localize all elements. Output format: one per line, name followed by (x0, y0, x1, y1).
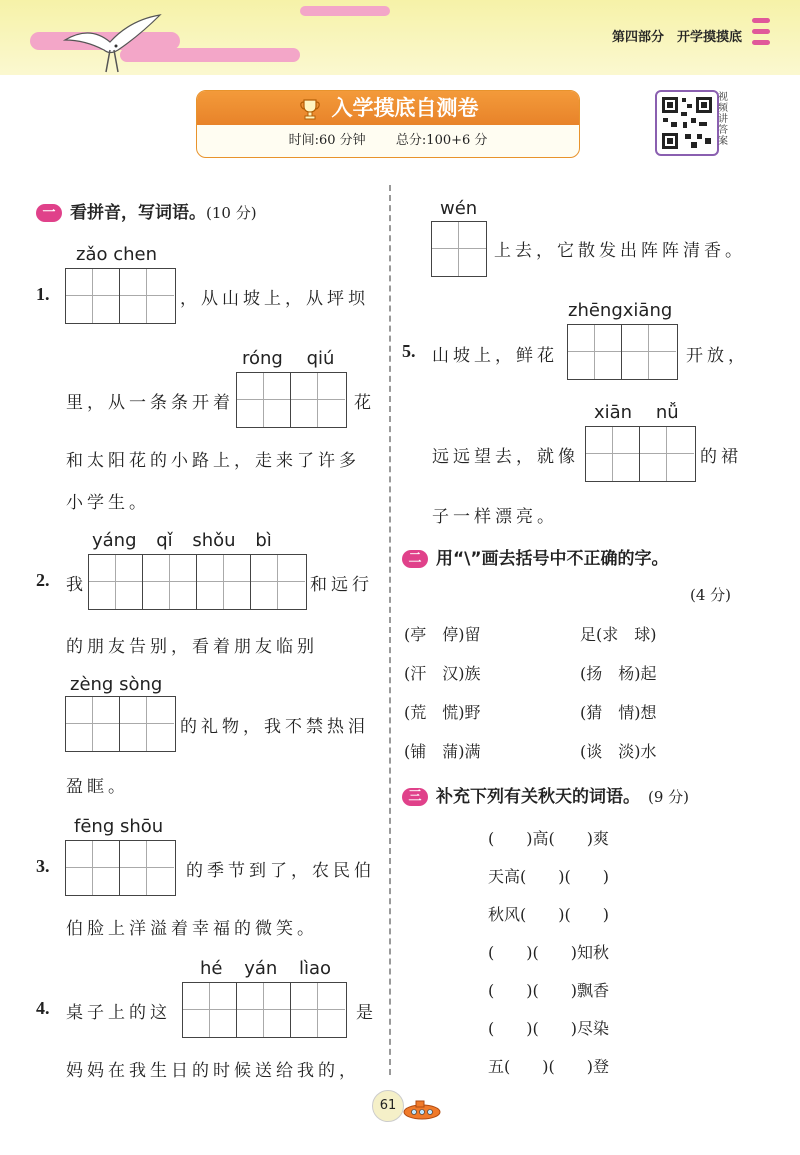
writing-grid[interactable] (431, 221, 487, 277)
question-text: 子一样漂亮。 (432, 507, 558, 527)
section2-score: (4 分) (690, 586, 732, 604)
question-text: ，从山坡上，从坪坝 (180, 289, 369, 309)
decor-cloud (300, 6, 390, 16)
exam-info (197, 129, 579, 148)
choice-item[interactable]: (铺 蒲)满 (404, 742, 481, 761)
question-text: 里，从一条条开着 (66, 393, 234, 413)
fill-blank-item[interactable]: ( )( )尽染 (488, 1019, 609, 1038)
section3-title: 补充下列有关秋天的词语。 (436, 787, 640, 807)
question-number: 5. (402, 341, 416, 361)
question-text: 的朋友告别，看着朋友临别 (66, 637, 318, 657)
question-text: 和太阳花的小路上，走来了许多 (66, 451, 360, 471)
choice-item[interactable]: (谈 淡)水 (580, 742, 657, 761)
writing-grid[interactable] (236, 372, 347, 428)
section3-score: (9 分) (648, 788, 690, 806)
question-text: 花 (354, 393, 375, 413)
time-limit: 时间:60 分钟 (288, 133, 366, 148)
section1-badge: 一 (36, 204, 62, 222)
fill-blank-item[interactable]: ( )高( )爽 (488, 829, 609, 848)
fill-blank-item[interactable]: 秋风( )( ) (488, 905, 609, 924)
pinyin-hint: yáng qǐ shǒu bì (92, 530, 272, 551)
part-decor (752, 18, 770, 54)
pinyin-hint: róng qiú (242, 348, 335, 369)
total-score: 总分:100+6 分 (395, 133, 488, 148)
writing-grid[interactable] (585, 426, 696, 482)
pinyin-hint: zèng sòng (70, 674, 163, 695)
trophy-icon (298, 97, 322, 121)
column-divider (389, 185, 391, 1075)
choice-item[interactable]: (汗 汉)族 (404, 664, 481, 683)
question-number: 1. (36, 284, 50, 304)
fill-blank-item[interactable]: 五( )( )登 (488, 1057, 609, 1076)
question-text: 桌子上的这 (66, 1003, 171, 1023)
section1-heading (36, 198, 257, 223)
qr-code-icon[interactable] (655, 90, 719, 156)
section3-heading (402, 782, 689, 807)
question-number: 4. (36, 998, 50, 1018)
question-text: 和远行 (310, 575, 373, 595)
choice-item[interactable]: (猜 情)想 (580, 703, 657, 722)
question-text: 是 (356, 1003, 377, 1023)
question-text: 开放， (686, 346, 749, 366)
choice-item[interactable]: 足(求 球) (580, 625, 657, 644)
submarine-icon (400, 1098, 442, 1120)
writing-grid[interactable] (65, 268, 176, 324)
title-box (196, 90, 580, 158)
question-text: 我 (66, 575, 87, 595)
question-number: 2. (36, 570, 50, 590)
writing-grid[interactable] (567, 324, 678, 380)
question-text: 远远望去，就像 (432, 447, 579, 467)
question-text: 的礼物，我不禁热泪 (180, 717, 369, 737)
question-number: 3. (36, 856, 50, 876)
section2-heading (402, 544, 669, 569)
fill-blank-item[interactable]: ( )( )知秋 (488, 943, 609, 962)
question-text: 伯脸上洋溢着幸福的微笑。 (66, 919, 318, 939)
pinyin-hint: zǎo chen (76, 244, 157, 265)
question-text: 盈眶。 (66, 777, 129, 797)
question-text: 小学生。 (66, 493, 150, 513)
pinyin-hint: fēng shōu (74, 816, 164, 837)
page-title: 入学摸底自测卷 (331, 96, 479, 120)
question-text: 妈妈在我生日的时候送给我的， (66, 1061, 360, 1081)
qr-label: 视频讲答案 (718, 92, 728, 147)
part-label: 第四部分 开学摸摸底 (611, 30, 742, 45)
question-text: 的裙 (700, 447, 742, 467)
choice-item[interactable]: (亭 停)留 (404, 625, 481, 644)
choice-item[interactable]: (扬 杨)起 (580, 664, 657, 683)
writing-grid[interactable] (182, 982, 347, 1038)
pinyin-hint: hé yán lìao (200, 958, 332, 979)
writing-grid[interactable] (65, 696, 176, 752)
fill-blank-item[interactable]: 天高( )( ) (488, 867, 609, 886)
question-text: 山坡上，鲜花 (432, 346, 558, 366)
page-number: 61 (372, 1090, 404, 1122)
title-bar (197, 91, 579, 125)
pinyin-hint: wén (440, 198, 478, 219)
writing-grid[interactable] (88, 554, 307, 610)
writing-grid[interactable] (65, 840, 176, 896)
question-text: 的季节到了，农民伯 (186, 861, 375, 881)
pinyin-hint: xiān nǚ (594, 402, 679, 423)
choice-item[interactable]: (荒 慌)野 (404, 703, 481, 722)
section2-title: 用“\”画去括号中不正确的字。 (436, 549, 669, 569)
pinyin-hint: zhēngxiāng (568, 300, 673, 321)
section3-badge: 三 (402, 788, 428, 806)
seagull-icon (60, 10, 170, 75)
question-text: 上去，它散发出阵阵清香。 (494, 241, 746, 261)
section1-score: (10 分) (206, 204, 257, 222)
section1-title: 看拼音，写词语。 (70, 203, 206, 223)
section2-badge: 二 (402, 550, 428, 568)
fill-blank-item[interactable]: ( )( )飘香 (488, 981, 609, 1000)
